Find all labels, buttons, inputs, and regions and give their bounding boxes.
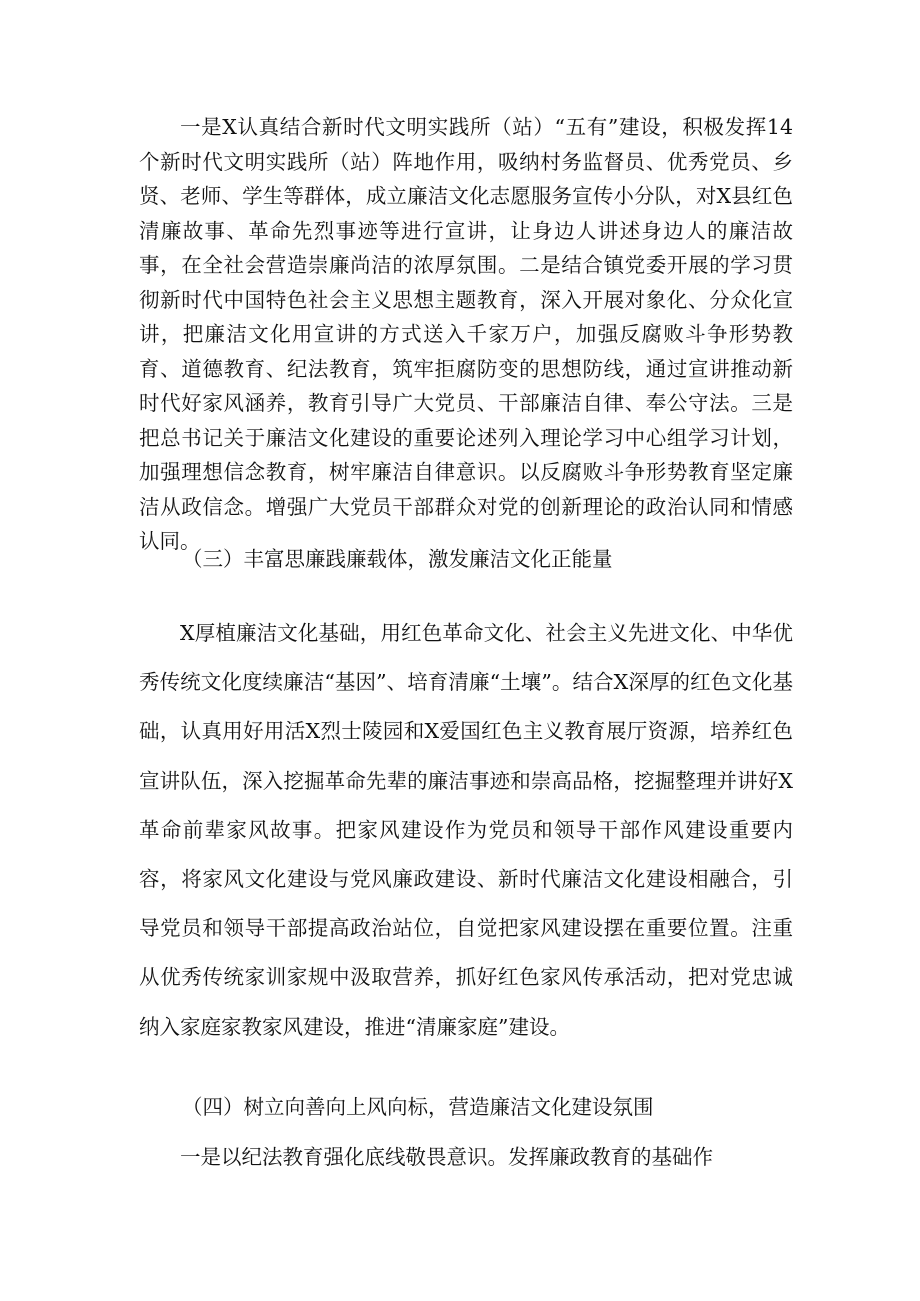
section-heading-3: （三）丰富思廉践廉载体，激发廉洁文化正能量: [182, 547, 613, 571]
body-paragraph-1: 一是X认真结合新时代文明实践所（站）“五有”建设，积极发挥14个新时代文明实践所（站）阵地作用，吸纳村务监督员、优秀党员、乡贤、老师、学生等群体，成立廉洁文化志愿服务宣传小分队，对X县红色清廉故事、革命先烈事迹等进行宣讲，让身边人讲述身边人的廉洁故事，在全社会营造崇廉尚洁的浓厚氛围。二是结合镇党委开展的学习贯彻新时代中国特色社会主义思想主题教育，深入开展对象化、分众化宣讲，把廉洁文化用宣讲的方式送入千家万户，加强反腐败斗争形势教育、道德教育、纪法教育，筑牢拒腐防变的思想防线，通过宣讲推动新时代好家风涵养，教育引导广大党员、干部廉洁自律、奉公守法。三是把总书记关于廉洁文化建设的重要论述列入理论学习中心组学习计划，加强理想信念教育，树牢廉洁自律意识。以反腐败斗争形势教育坚定廉洁从政信念。增强广大党员干部群众对党的创新理论的政治认同和情感认同。: [139, 115, 793, 553]
body-paragraph-2: X厚植廉洁文化基础，用红色革命文化、社会主义先进文化、中华优秀传统文化度续廉洁“基因”、培育清廉“土壤”。结合X深厚的红色文化基础，认真用好用活X烈士陵园和X爱国红色主义教育展厅资源，培养红色宣讲队伍，深入挖掘革命先辈的廉洁事迹和崇高品格，挖掘整理并讲好X革命前辈家风故事。把家风建设作为党员和领导干部作风建设重要内容，将家风文化建设与党风廉政建设、新时代廉洁文化建设相融合，引导党员和领导干部提高政治站位，自觉把家风建设摆在重要位置。注重从优秀传统家训家规中汲取营养，抓好红色家风传承活动，把对党忠诚纳入家庭家教家风建设，推进“清廉家庭”建设。: [139, 621, 793, 1039]
body-paragraph-3: 一是以纪法教育强化底线敬畏意识。发挥廉政教育的基础作: [180, 1145, 713, 1169]
section-heading-4: （四）树立向善向上风向标，营造廉洁文化建设氛围: [182, 1095, 654, 1119]
